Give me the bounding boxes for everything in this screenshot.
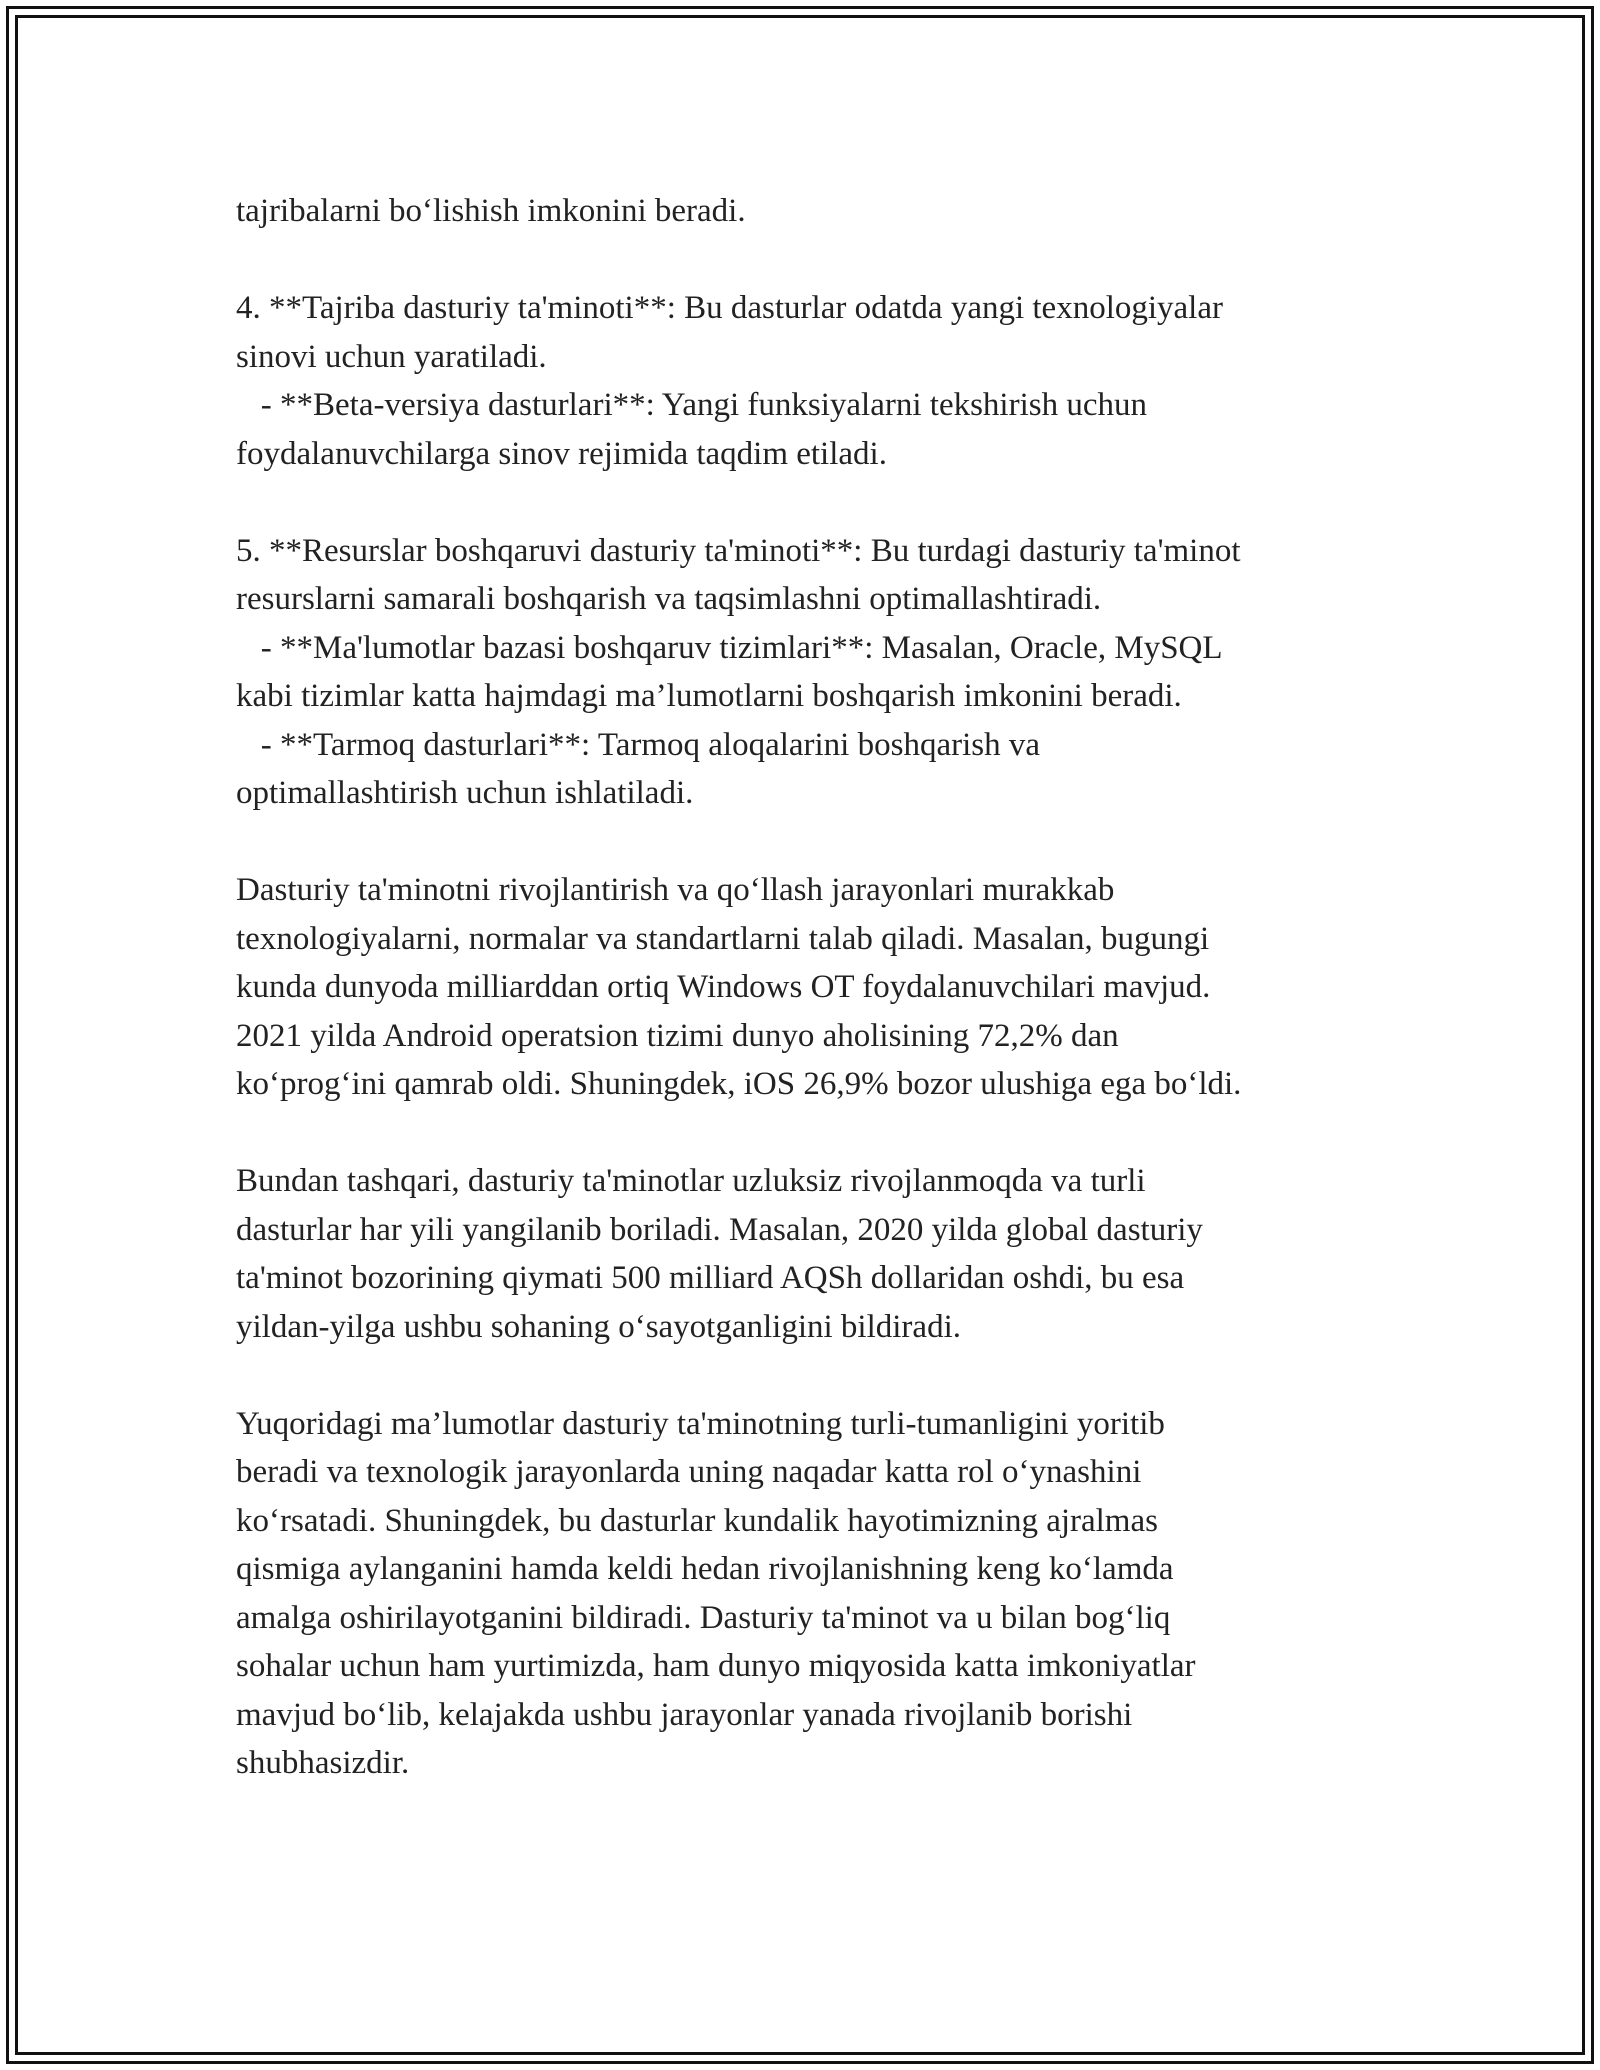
- text-line: sohalar uchun ham yurtimizda, ham dunyo miqyosida katta imkoniyatlar: [236, 1648, 1196, 1684]
- paragraph-development: [236, 866, 1386, 1109]
- text-line: foydalanuvchilarga sinov rejimida taqdim etiladi.: [236, 435, 887, 472]
- text-line: ta'minot bozorining qiymati 500 milliard AQSh dollaridan oshdi, bu esa: [236, 1260, 1185, 1296]
- text-line: 4. **Tajriba dasturiy ta'minoti**: Bu dasturlar odatda yangi texnologiyalar: [236, 290, 1223, 326]
- paragraph-conclusion: [236, 1400, 1386, 1788]
- paragraph-item-4: [236, 284, 1386, 478]
- text-line: Bundan tashqari, dasturiy ta'minotlar uzluksiz rivojlanmoqda va turli: [236, 1163, 1146, 1199]
- text-line: 2021 yilda Android operatsion tizimi dunyo aholisining 72,2% dan: [236, 1017, 1119, 1054]
- text-line: amalga oshirilayotganini bildiradi. Dasturiy ta'minot va u bilan bog‘liq: [236, 1599, 1171, 1636]
- text-line: shubhasizdir.: [236, 1745, 410, 1781]
- paragraph-spacer: [236, 1351, 1386, 1400]
- text-line: sinovi uchun yaratiladi.: [236, 338, 547, 375]
- document-body: [236, 187, 1386, 1788]
- text-line: 5. **Resurslar boshqaruvi dasturiy ta'minoti**: Bu turdagi dasturiy ta'minot: [236, 532, 1241, 569]
- paragraph-spacer: [236, 236, 1386, 285]
- text-line: qismiga aylanganini hamda keldi hedan rivojlanishning keng ko‘lamda: [236, 1551, 1174, 1587]
- text-line: optimallashtirish uchun ishlatiladi.: [236, 775, 694, 811]
- text-line: kunda dunyoda milliarddan ortiq Windows OT foydalanuvchilari mavjud.: [236, 969, 1211, 1005]
- paragraph-spacer: [236, 1109, 1386, 1158]
- paragraph-market: [236, 1157, 1386, 1351]
- text-line: Yuqoridagi ma’lumotlar dasturiy ta'minotning turli-tumanligini yoritib: [236, 1405, 1165, 1442]
- text-line: texnologiyalarni, normalar va standartlarni talab qiladi. Masalan, bugungi: [236, 920, 1210, 957]
- text-line: tajribalarni bo‘lishish imkonini beradi.: [236, 193, 746, 229]
- text-line: yildan-yilga ushbu sohaning o‘sayotganligini bildiradi.: [236, 1308, 961, 1345]
- text-line: dasturlar har yili yangilanib boriladi. Masalan, 2020 yilda global dasturiy: [236, 1211, 1203, 1248]
- text-line: mavjud bo‘lib, kelajakda ushbu jarayonlar yanada rivojlanib borishi: [236, 1696, 1133, 1733]
- text-line: beradi va texnologik jarayonlarda uning naqadar katta rol o‘ynashini: [236, 1454, 1142, 1490]
- paragraph-spacer: [236, 478, 1386, 527]
- text-line: - **Ma'lumotlar bazasi boshqaruv tizimlari**: Masalan, Oracle, MySQL: [236, 629, 1223, 666]
- paragraph-intro-tail: [236, 187, 1386, 236]
- text-line: - **Beta-versiya dasturlari**: Yangi funksiyalarni tekshirish uchun: [236, 387, 1147, 423]
- text-line: ko‘rsatadi. Shuningdek, bu dasturlar kundalik hayotimizning ajralmas: [236, 1502, 1158, 1539]
- text-line: resurslarni samarali boshqarish va taqsimlashni optimallashtiradi.: [236, 581, 1102, 617]
- text-line: Dasturiy ta'minotni rivojlantirish va qo‘llash jarayonlari murakkab: [236, 872, 1115, 908]
- paragraph-spacer: [236, 818, 1386, 867]
- text-line: kabi tizimlar katta hajmdagi ma’lumotlarni boshqarish imkonini beradi.: [236, 678, 1182, 714]
- paragraph-item-5: [236, 527, 1386, 818]
- text-line: - **Tarmoq dasturlari**: Tarmoq aloqalarini boshqarish va: [236, 726, 1040, 763]
- text-line: ko‘prog‘ini qamrab oldi. Shuningdek, iOS 26,9% bozor ulushiga ega bo‘ldi.: [236, 1066, 1242, 1102]
